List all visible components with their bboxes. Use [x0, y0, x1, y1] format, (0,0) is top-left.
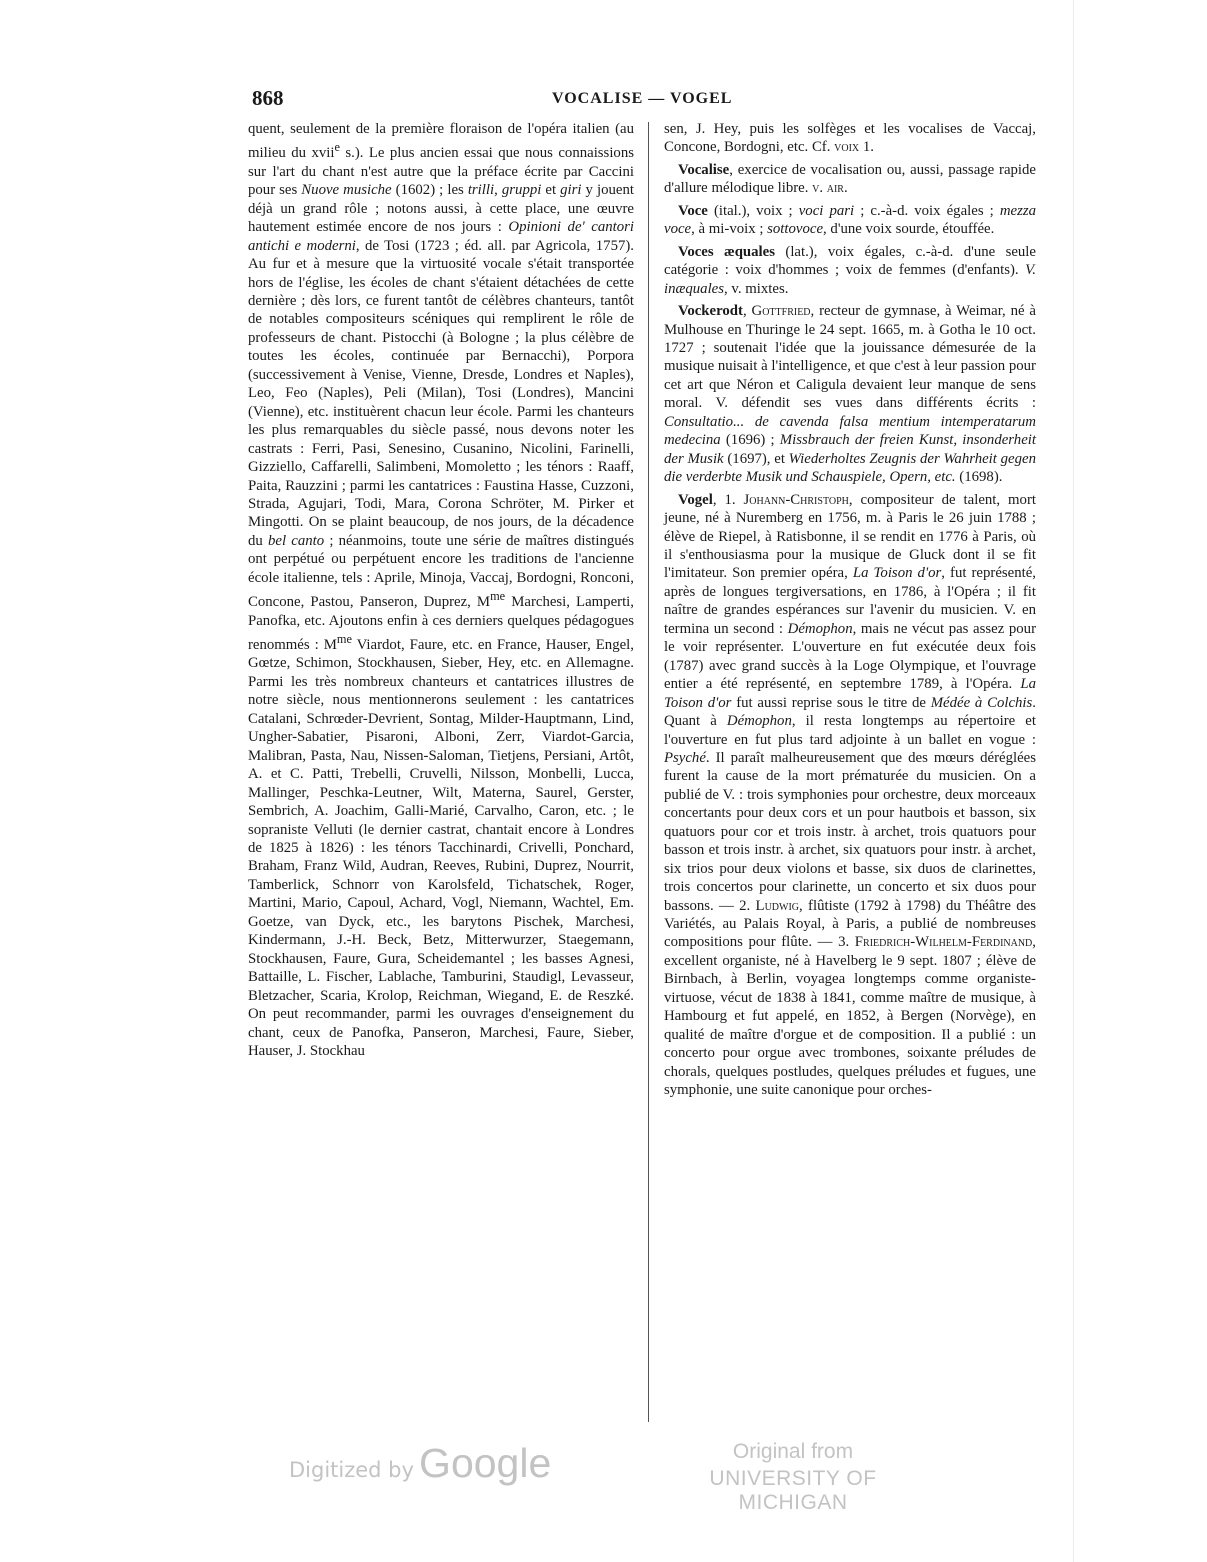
headword-vogel: Vogel — [678, 491, 713, 508]
digitized-by-google-watermark — [289, 1440, 551, 1487]
entry-text: , Gottfried, recteur de gymnase, à Weimar, né à Mulhouse en Thuringe le 24 sept. 1665, m. à Gotha le 10 oct. 1727 ; soutenait l'idée que la jouissance démesurée de la musique nuisait à l'intelligence, et que c'est à leur passion pour cet art que Néron et Caligula devaient leur manque de sens moral. V. défendit ses vues dans différents écrits : Consultatio... de cavenda falsa mentium intemperatarum medecina (1696) ; Missbrauch der freien Kunst, insonderheit der Musik (1697), et Wiederholtes Zeugnis der Wahrheit gegen die verderbte Musik und Schauspiele, Opern, etc. (1698). — [664, 303, 1036, 486]
headword-vockerodt: Vockerodt — [678, 303, 743, 320]
entry-vogel — [664, 491, 1036, 1100]
entry-text: (ital.), voix ; voci pari ; c.-à-d. voix égales ; mezza voce, à mi-voix ; sottovoce, d'une voix sourde, étouffée. — [664, 202, 1037, 238]
headword-voces-aequales: Voces æquales — [678, 243, 775, 260]
running-head: VOCALISE — VOGEL — [552, 90, 733, 107]
page-number: 868 — [252, 86, 284, 110]
right-column — [664, 120, 1036, 1100]
left-column-paragraph: quent, seulement de la première floraison de l'opéra italien (au milieu du xvii$^e$ s.). Le plus ancien essai que nous connaissions sur l'art du chant n'est autre que la préface écrite par Caccini pour ses Nuove musiche (1602) ; les trilli, gruppi et giri y jouent déjà un grand rôle ; notons aussi, à cette place, une œuvre hautement estimée encore de nos jours : Opinioni de' cantori antichi e moderni, de Tosi (1723 ; éd. all. par Agricola, 1757). Au fur et à mesure que la virtuosité vocale s'était transportée hors de l'église, les écoles de chant s'étaient détachées de cette dernière ; dès lors, ce furent tantôt de célèbres chanteurs, tantôt de notables compositeurs scéniques qui remplirent le rôle de professeurs de chant. Pistocchi (à Bologne ; la plus célèbre de toutes les écoles, continuée par Bernacchi), Porpora (successivement à Venise, Vienne, Dresde, Londres et Naples), Leo, Feo (Naples), Peli (Milan), Tosi (Londres), Mancini (Vienne), etc. instituèrent chacun leur école. Parmi les chanteurs les plus remarquables du siècle passé, nous devons noter les castrats : Ferri, Pasi, Senesino, Cusanino, Nicolini, Farinelli, Gizziello, Caffarelli, Salimbeni, Momoletto ; les ténors : Raaff, Paita, Rauzzini ; parmi les cantatrices : Faustina Hasse, Cuzzoni, Strada, Agujari, Todi, Mara, Corona Schröter, M. Pirker et Mingotti. On se plaint beaucoup, de nos jours, de la décadence du bel canto ; néanmoins, toute une série de maîtres distingués ont perpétué ou perpétuent encore les traditions de l'ancienne école italienne, tels : Aprile, Minoja, Vaccaj, Bordogni, Ronconi, Concone, Pastou, Panseron, Duprez, $M^{me}$ Marchesi, Lamperti, Panofka, etc. Ajoutons enfin à ces derniers quelques pédagogues renommés : $M^{me}$ Viardot, Faure, etc. en France, Hauser, Engel, Gœtze, Schimon, Stockhausen, Sieber, Hey, etc. en Allemagne. Parmi les très nombreux chanteurs et cantatrices illustres de notre siècle, nous mentionnerons seulement : les cantatrices Catalani, Schrœder-Devrient, Sontag, Milder-Hauptmann, Lind, Ungher-Sabatier, Pisaroni, Alboni, Zerr, Viardot-Garcia, Malibran, Pasta, Nau, Nissen-Saloman, Tietjens, Persiani, Artôt, A. et C. Patti, Trebelli, Cruvelli, Nilsson, Monbelli, Lucca, Mallinger, Peschka-Leutner, Wilt, Materna, Saurel, Gerster, Sembrich, A. Joachim, Galli-Marié, Carvalho, Caron, etc. ; le sopraniste Velluti (le dernier castrat, chantait encore à Londres de 1825 à 1826) : les ténors Tacchinardi, Crivelli, Ponchard, Braham, Franz Wild, Audran, Reeves, Rubini, Duprez, Nourrit, Tamberlick, Schnorr von Karolsfeld, Tichatschek, Roger, Martini, Mario, Capoul, Achard, Vogl, Niemann, Wachtel, Em. Goetze, van Dyck, etc., les barytons Pischek, Marchesi, Kindermann, J.-H. Beck, Betz, Mitterwurzer, Staegemann, Stockhausen, Faure, Gura, Scheidemantel ; les basses Agnesi, Battaille, L. Fischer, Lablache, Tamburini, Staudigl, Levasseur, Bletzacher, Scaria, Krolop, Reichman, Wiegand, E. de Reszké. On peut recommander, parmi les ouvrages d'enseignement du chant, ceux de Panofka, Panseron, Marchesi, Faure, Sieber, Hauser, J. Stockhau — [248, 121, 635, 1059]
entry-text: , 1. Johann-Christoph, compositeur de talent, mort jeune, né à Nuremberg en 1756, m. à Paris le 26 juin 1788 ; élève de Riepel, à Ratisbonne, il se rendit en 1776 à Paris, où il s'enthousiasma pour la musique de Gluck dont il se fit l'imitateur. Son premier opéra, La Toison d'or, fut représenté, après de longues tergiversations, en 1786, à l'Opéra ; il fit naître de grandes espérances sur l'avenir du musicien. V. en termina un second : Démophon, mais ne vécut pas assez pour le voir représenter. L'ouverture en fut exécutée deux fois (1787) avec grand succès à la Loge Olympique, et l'ouvrage entier a été représenté, en septembre 1789, à l'Opéra. La Toison d'or fut aussi reprise sous le titre de Médée à Colchis. Quant à Démophon, il resta longtemps au répertoire et l'ouverture en fut plus tard adjointe à un ballet en vogue : Psyché. Il paraît malheureusement que des mœurs déréglées furent la cause de la mort prématurée du musicien. On a publié de V. : trois symphonies pour orchestre, deux morceaux concertants pour deux cors et un pour hautbois et basson, six quatuors pour cor et trois instr. à archet, trois quatuors pour basson et trois instr. à archet, six quatuors pour instr. à archet, six trios pour deux violons et basse, six duos de clarinettes, trois concertos pour clarinette, un concerto et six duos pour bassons. — 2. Ludwig, flûtiste (1792 à 1798) du Théâtre des Variétés, au Palais Royal, à Paris, a publié de nombreuses compositions pour flûte. — 3. Friedrich-Wilhelm-Ferdinand, excellent organiste, né à Havelberg le 9 sept. 1807 ; élève de Birnbach, à Berlin, voyagea longtemps comme organiste-virtuose, vécut de 1838 à 1841, comme maître de musique, à Hambourg et fut appelé, en 1852, à Bergen (Norvège), en qualité de maître d'orgue et de composition. Il a publié : un concerto pour orgue avec trombones, soixante préludes de chorals, quelques postludes, quelques préludes et fugues, une symphonie, une suite canonique pour orches- — [664, 491, 1036, 1099]
google-logo: Google — [419, 1440, 552, 1486]
entry-continuation — [664, 120, 1036, 157]
entry-voces-aequales — [664, 243, 1036, 298]
entry-text: sen, J. Hey, puis les solfèges et les vocalises de Vaccaj, Concone, Bordogni, etc. Cf. voix 1. — [664, 121, 1036, 156]
digitized-prefix: Digitized by — [289, 1458, 414, 1482]
column-divider — [648, 122, 649, 1422]
original-from-label: Original from — [732, 1440, 854, 1463]
left-column — [248, 120, 634, 1060]
entry-vockerodt — [664, 302, 1036, 487]
entry-vocalise — [664, 161, 1036, 198]
headword-voce: Voce — [678, 202, 708, 219]
original-from-watermark — [668, 1440, 918, 1515]
scan-gutter-line — [1073, 0, 1074, 1562]
entry-text: , exercice de vocalisation ou, aussi, passage rapide d'allure mélodique libre. v. air. — [664, 161, 1036, 197]
entry-text: (lat.), voix égales, c.-à-d. d'une seule catégorie : voix d'hommes ; voix de femmes (d'enfants). V. inæquales, v. mixtes. — [664, 243, 1036, 297]
headword-vocalise: Vocalise — [678, 161, 730, 178]
entry-voce — [664, 202, 1036, 239]
university-of-michigan-label: UNIVERSITY OF MICHIGAN — [709, 1467, 877, 1514]
